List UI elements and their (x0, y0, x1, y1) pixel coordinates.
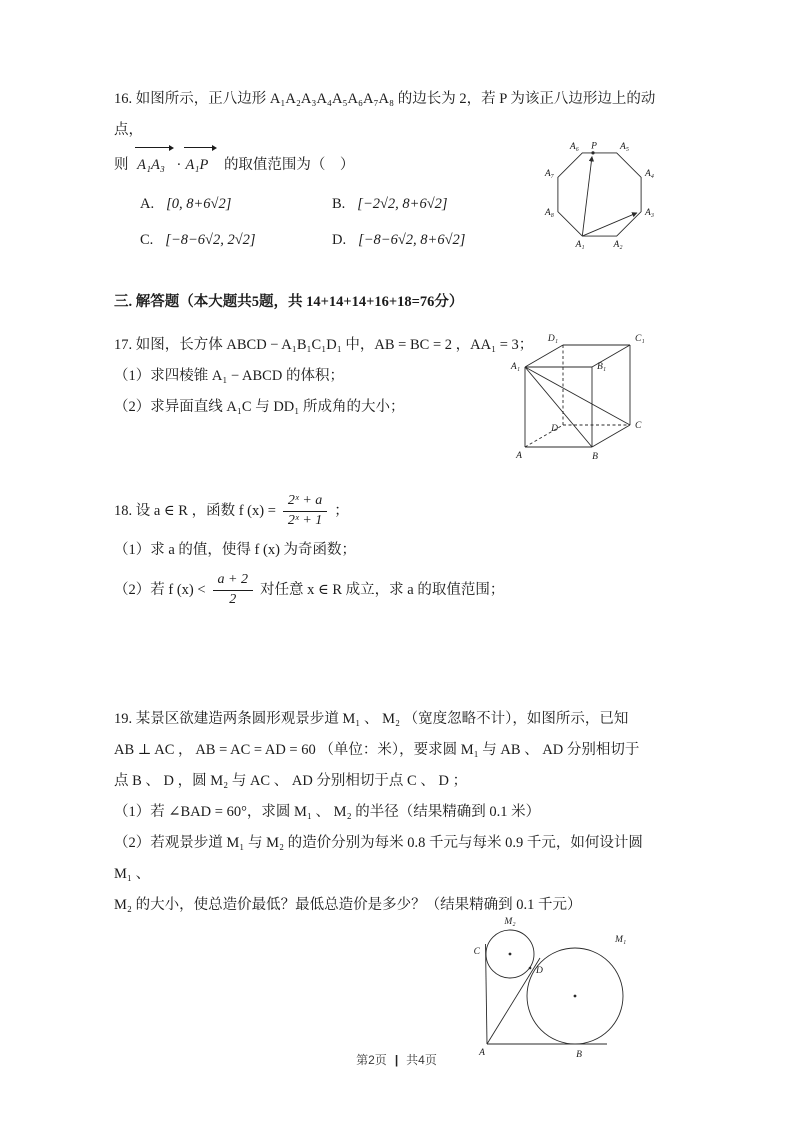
vertex-label-a2: A₂ (613, 240, 623, 250)
option-a-text: [0, 8+6√2] (166, 196, 232, 212)
q19-line3: 点 B 、 D ，圆 M₂ 与 AC 、 AD 分别相切于点 C 、 D ； (114, 773, 468, 789)
vertex-label-p: P (591, 141, 597, 152)
q18-item2-post: 对任意 x ∈ R 成立，求 a 的取值范围； (260, 581, 505, 598)
footer-page-number: 第2页 (356, 1053, 387, 1067)
option-b-label: B. (332, 196, 346, 212)
q16-octagon-figure (538, 140, 673, 250)
label-c: C (473, 947, 480, 957)
vertex-label-a8: A₈ (544, 208, 554, 218)
vertex-label-a: A (516, 451, 522, 461)
vertex-label-d1: D₁ (547, 334, 558, 344)
vertex-label-a1-17: A₁ (510, 362, 520, 372)
diagonal-a1b (525, 367, 592, 447)
q16-line2-pre: 则 (114, 157, 129, 173)
q18-line1-post: ； (334, 502, 349, 519)
line-ad (487, 958, 540, 1044)
center-dot-m2 (509, 953, 512, 956)
section-3-title: 三. 解答题（本大题共5题，共 14+14+14+16+18=76分） (114, 294, 464, 310)
label-m1: M₁ (615, 935, 627, 945)
q19-item2-line3: M₂ 的大小，使总造价最低？最低总造价是多少？（结果精确到 0.1 千元） (114, 897, 582, 913)
vertex-label-a3: A₃ (645, 208, 655, 218)
octagon-outline (558, 153, 641, 236)
q19-line2: AB ⊥ AC ， AB = AC = AD = 60 （单位：米），要求圆 M₁ 与 AB 、 AD 分别相切于 (114, 742, 640, 758)
label-b: B (576, 1050, 582, 1060)
q18-fraction-1 (283, 493, 327, 530)
q18-frac1-denominator: 2ˣ + 1 (287, 512, 323, 528)
footer-total-pages: 共4页 (406, 1053, 437, 1067)
option-c-label: C. (140, 232, 154, 248)
q17-item2: （2）求异面直线 A₁C 与 DD₁ 所成角的大小； (114, 399, 405, 415)
q18-frac2-denominator: 2 (229, 591, 237, 607)
center-dot-m1 (574, 995, 577, 998)
label-a: A (479, 1048, 485, 1058)
vertex-label-c1: C₁ (635, 334, 645, 344)
option-b-text: [−2√2, 8+6√2] (357, 196, 448, 212)
dot-operator: · (176, 157, 181, 173)
edge-d1a1 (525, 345, 563, 367)
option-a-label: A. (140, 196, 155, 212)
page-footer (0, 1051, 793, 1068)
option-c-text: [−8−6√2, 2√2] (165, 232, 256, 248)
q18-item2-pre: （2）若 f (x) < (114, 581, 206, 598)
option-c (140, 224, 332, 257)
vertex-label-c: C (635, 421, 642, 431)
q17-item1: （1）求四棱锥 A₁ − ABCD 的体积； (114, 368, 344, 384)
q18-line1-pre: 18. 设 a ∈ R ，函数 f (x) = (114, 502, 276, 519)
diagonal-a1c (525, 367, 630, 425)
q18-fraction-2 (213, 572, 253, 609)
q18-item2 (114, 566, 680, 614)
q16-line1: 16. 如图所示，正八边形 A₁A₂A₃A₄A₅A₆A₇A₈ 的边长为 2，若 P 为该正八边形边上的动点， (114, 91, 656, 138)
vector-a1p-line (582, 157, 592, 237)
edge-bc (592, 425, 630, 447)
option-d-text: [−8−6√2, 8+6√2] (358, 232, 466, 248)
q19-item2-line2: M₁ 、 (114, 866, 151, 882)
q18-line1 (114, 487, 680, 535)
vector-a1a3: A₁A₃ (135, 146, 174, 181)
point-d-dot (529, 967, 532, 970)
vertex-label-a6: A₆ (569, 142, 579, 152)
option-d-label: D. (332, 232, 347, 248)
vertex-label-b: B (592, 452, 598, 462)
q19-item1: （1）若 ∠BAD = 60°，求圆 M₁ 、 M₂ 的半径（结果精确到 0.1 米） (114, 804, 541, 820)
q19-circles-figure (472, 914, 637, 1062)
vertex-label-a1: A₁ (575, 240, 585, 250)
footer-divider: | (394, 1053, 399, 1067)
point-p-dot (591, 151, 594, 154)
q18-frac1-numerator: 2ˣ + a (283, 493, 327, 512)
q19-item2-line1: （2）若观景步道 M₁ 与 M₂ 的造价分别为每米 0.8 千元与每米 0.9 千元，如何设计圆 (114, 835, 643, 851)
q18-item1: （1）求 a 的值，使得 f (x) 为奇函数； (114, 542, 357, 558)
vertex-label-b1: B₁ (597, 362, 607, 372)
label-m2: M₂ (504, 917, 516, 927)
q16-line2-post: 的取值范围为（ ） (223, 157, 355, 173)
q17-line1: 17. 如图，长方体 ABCD − A₁B₁C₁D₁ 中，AB = BC = 2 ，AA₁ = 3； (114, 337, 534, 353)
vertex-label-d: D (551, 424, 558, 434)
q16-options (140, 188, 600, 257)
q18-frac2-numerator: a + 2 (213, 572, 253, 591)
vertex-label-a5: A₅ (620, 142, 630, 152)
vector-a1p: A₁P (184, 146, 218, 181)
q17-cuboid-figure (497, 327, 672, 472)
vertex-label-a7: A₇ (544, 169, 554, 179)
q19-line1: 19. 某景区欲建造两条圆形观景步道 M₁ 、 M₂ （宽度忽略不计），如图所示，已知 (114, 711, 629, 727)
option-a (140, 188, 332, 221)
question-19 (114, 704, 680, 921)
question-18 (114, 487, 680, 614)
vertex-label-a4: A₄ (645, 169, 655, 179)
label-d: D (536, 966, 543, 976)
